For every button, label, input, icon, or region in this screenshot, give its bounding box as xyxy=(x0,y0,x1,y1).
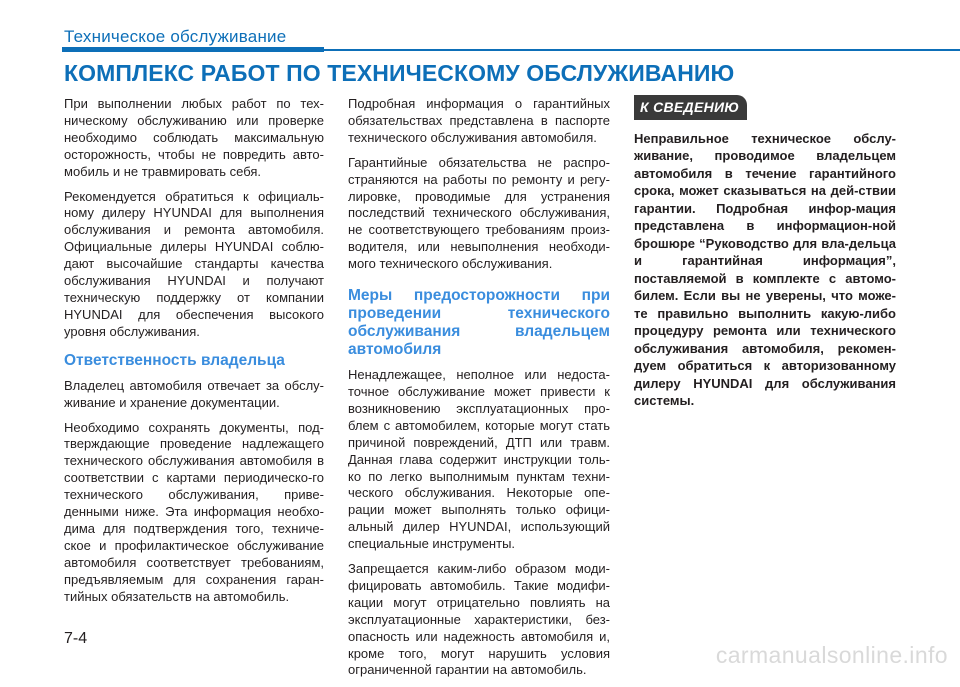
notice-badge: К СВЕДЕНИЮ xyxy=(634,95,747,120)
column-right xyxy=(634,95,896,410)
header-rule-thin xyxy=(324,49,960,51)
paragraph-modifications: Запрещается каким-либо образом моди-фицировать автомобиль. Такие модифи-кации могут отрицательно повлиять на эксплуатационные характеристики, без-опасность или надежность автомобиля и, кроме того, могут нарушить условия ограниченной гарантии на автомобиль. xyxy=(348,561,610,678)
paragraph-warranty-info: Подробная информация о гарантийных обязательствах представлена в паспорте технического обслуживания автомобиля. xyxy=(348,96,610,145)
section-label: Техническое обслуживание xyxy=(64,27,287,46)
header-rule-thick xyxy=(62,47,324,52)
paragraph-documents: Необходимо сохранять документы, под-тверждающие проведение надлежащего технического обслуживания автомобиля в соответствии с картами периодическо-го технического обслуживания, приве-денными ниже. Эта информация необхо-дима для подтверждения того, техниче-ское и профилактическое обслуживание автомобиля соответствует требованиям, предъявляемым для сохранения гаран-тийных обязательств на автомобиль. xyxy=(64,419,324,604)
paragraph-dealer: Рекомендуется обратиться к официаль-ному дилеру HYUNDAI для выполнения обслуживания и ремонта автомобиля. Официальные дилеры HYUNDAI соблю-дают высочайшие стандарты качества обслуживания HYUNDAI и получают техническую поддержку от компании HYUNDAI для обеспечения высокого уровня обслуживания. xyxy=(64,188,324,339)
paragraph-owner: Владелец автомобиля отвечает за обслу-живание и хранение документации. xyxy=(64,377,324,410)
page-title: КОМПЛЕКС РАБОТ ПО ТЕХНИЧЕСКОМУ ОБСЛУЖИВАНИЮ xyxy=(64,60,735,86)
page-number: 7-4 xyxy=(64,630,88,647)
heading-owner-precautions: Меры предосторожности при проведении технического обслуживания владельцем автомобиля xyxy=(348,287,610,359)
paragraph-improper-maintenance: Ненадлежащее, неполное или недоста-точное обслуживание может привести к возникновению эксплуатационных про-блем с автомобилем, которые могут стать причиной повреждений, ДТП или травм. Данная глава содержит инструкции толь-ко по легко выполнимым пунктам техни-ческого обслуживания. Некоторые опе-рации может выполнять только офици-альный дилер HYUNDAI, использующий специальные инструменты. xyxy=(348,367,610,552)
column-left xyxy=(64,96,324,613)
paragraph-intro: При выполнении любых работ по тех-ническому обслуживанию или проверке необходимо соблюдать максимальную осторожность, чтобы не повредить авто-мобиль и не травмировать себя. xyxy=(64,96,324,179)
paragraph-warranty-exclusions: Гарантийные обязательства не распро-страняются на работы по ремонту и регу-лировке, проводимые для устранения последствий технического обслуживания, не соответствующего требованиям произ-водителя, или невыполнения необходи-мого технического обслуживания. xyxy=(348,154,610,272)
column-middle xyxy=(348,96,610,687)
watermark: carmanualsonline.info xyxy=(715,642,948,668)
notice-text: Неправильное техническое обслу-живание, проводимое владельцем автомобиля в течение гарантийного срока, может сказываться на дей-ствии гарантии. Подробная инфор-мация представлена в информацион-ной брошюре “Руководство для вла-дельца и гарантийная информация”, поставляемой в комплекте с автомо-билем. Если вы не уверены, что може-те правильно выполнить какую-либо процедуру ремонта или технического обслуживания автомобиля, рекомен-дуем обратиться к авторизованному дилеру HYUNDAI для обслуживания системы. xyxy=(634,130,896,409)
heading-owner-responsibility: Ответственность владельца xyxy=(64,351,285,369)
